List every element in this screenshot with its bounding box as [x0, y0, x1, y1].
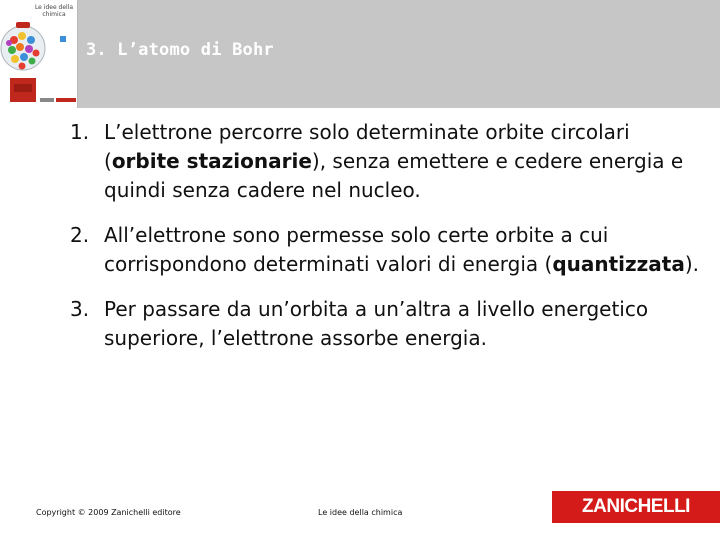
- list-item-number: 1.: [70, 120, 90, 144]
- list-item-bold-term: orbite stazionarie: [111, 149, 312, 173]
- cover-title: Le idee della chimica: [34, 4, 74, 18]
- list-item-text: [104, 118, 704, 205]
- bullet-list: [70, 118, 710, 369]
- list-item-bold-term: quantizzata: [552, 252, 685, 276]
- list-item-text-part: Per passare da un’orbita a un’altra a livello energetico superiore, l’elettrone assorbe energia.: [104, 297, 649, 350]
- footer-copyright: Copyright © 2009 Zanichelli editore: [36, 508, 181, 517]
- list-item-number: 2.: [70, 223, 90, 247]
- list-item-text-part: All’elettrone sono permesse solo certe orbite a cui corrispondono determinati valori di energia (: [104, 223, 609, 276]
- list-item-text-part: ), senza emettere e cedere energia e quindi senza cadere nel nucleo.: [104, 149, 684, 202]
- book-cover-image: [0, 0, 78, 108]
- list-item-text: [104, 295, 704, 353]
- slide-title: 3. L’atomo di Bohr: [86, 40, 274, 60]
- list-item-text-part: L’elettrone percorre solo determinate orbite circolari (: [104, 120, 630, 173]
- list-item: [70, 295, 710, 353]
- list-item-text: [104, 221, 704, 279]
- list-item-text-part: ).: [684, 252, 700, 276]
- publisher-logo: ZANICHELLI: [552, 491, 720, 523]
- footer-book-title: Le idee della chimica: [318, 508, 403, 517]
- list-item: [70, 118, 710, 205]
- list-item-number: 3.: [70, 297, 90, 321]
- list-item: [70, 221, 710, 279]
